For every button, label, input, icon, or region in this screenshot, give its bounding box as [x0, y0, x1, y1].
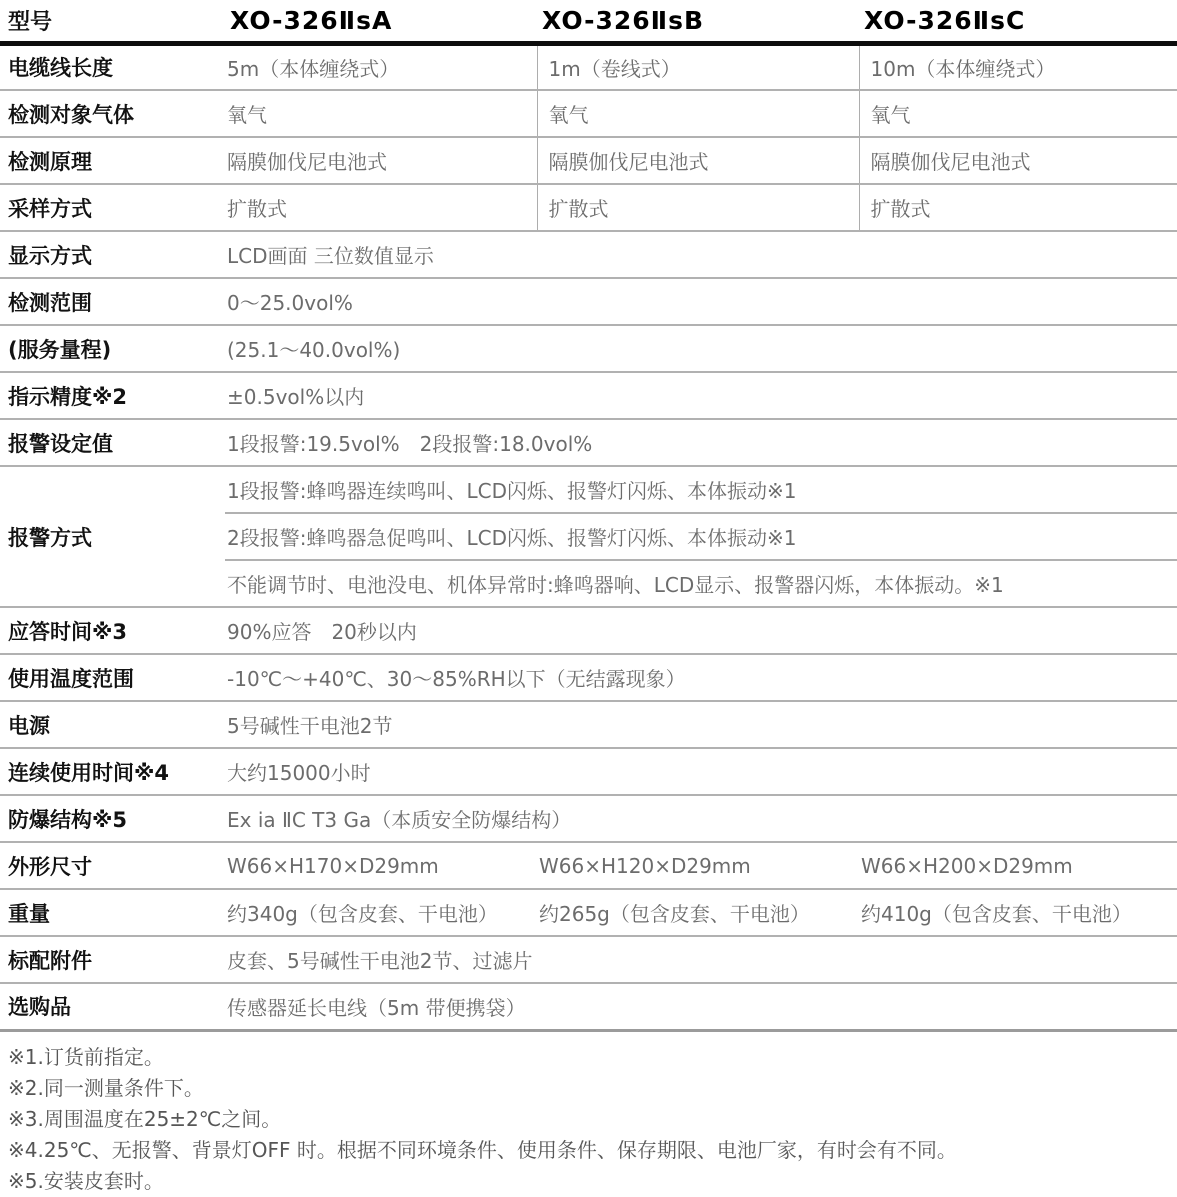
row-label: 防爆结构※5	[0, 795, 225, 842]
row-operating-temperature	[0, 654, 1177, 701]
cell-value: 扩散式	[225, 184, 537, 231]
row-target-gas	[0, 90, 1177, 137]
row-label: 使用温度范围	[0, 654, 225, 701]
cell-value: 1段报警:蜂鸣器连续鸣叫、LCD闪烁、报警灯闪烁、本体振动※1	[225, 466, 1177, 513]
cell-value: 大约15000小时	[225, 748, 1177, 795]
row-label: 应答时间※3	[0, 607, 225, 654]
row-indication-accuracy	[0, 372, 1177, 419]
cell-value: 1段报警:19.5vol% 2段报警:18.0vol%	[225, 419, 1177, 466]
row-display-method	[0, 231, 1177, 278]
cell-value: 扩散式	[859, 184, 1177, 231]
cell-value: 隔膜伽伐尼电池式	[225, 137, 537, 184]
row-label: 电缆线长度	[0, 43, 225, 90]
footnote-2: ※2.同一测量条件下。	[8, 1075, 204, 1100]
column-header-model-a: XO-326ⅡsA	[225, 0, 537, 43]
row-power-supply	[0, 701, 1177, 748]
row-continuous-operation	[0, 748, 1177, 795]
footnotes	[8, 1042, 1177, 1197]
row-label: 显示方式	[0, 231, 225, 278]
cell-value: 0～25.0vol%	[225, 278, 1177, 325]
row-sampling-method	[0, 184, 1177, 231]
row-standard-accessories	[0, 936, 1177, 983]
row-detection-principle	[0, 137, 1177, 184]
cell-value: 隔膜伽伐尼电池式	[859, 137, 1177, 184]
row-alarm-method	[0, 466, 1177, 513]
row-label: 连续使用时间※4	[0, 748, 225, 795]
row-weight	[0, 889, 1177, 936]
cell-value: 约410g（包含皮套、干电池）	[859, 889, 1177, 936]
row-label: 检测原理	[0, 137, 225, 184]
cell-value: W66×H170×D29mm	[225, 842, 537, 889]
cell-value: 氧气	[225, 90, 537, 137]
row-response-time	[0, 607, 1177, 654]
row-options	[0, 983, 1177, 1030]
cell-value: 氧气	[537, 90, 859, 137]
cell-value: 90%应答 20秒以内	[225, 607, 1177, 654]
cell-value: 氧气	[859, 90, 1177, 137]
row-label: 外形尺寸	[0, 842, 225, 889]
row-label: 指示精度※2	[0, 372, 225, 419]
row-label: 选购品	[0, 983, 225, 1030]
row-label: 电源	[0, 701, 225, 748]
cell-value: W66×H120×D29mm	[537, 842, 859, 889]
cell-value: 皮套、5号碱性干电池2节、过滤片	[225, 936, 1177, 983]
row-alarm-setpoint	[0, 419, 1177, 466]
cell-value: 1m（卷线式）	[537, 43, 859, 90]
row-cable-length	[0, 43, 1177, 90]
cell-value: (25.1～40.0vol%)	[225, 325, 1177, 372]
row-service-range	[0, 325, 1177, 372]
column-header-model-b: XO-326ⅡsB	[537, 0, 859, 43]
row-label: 标配附件	[0, 936, 225, 983]
cell-value: 5m（本体缠绕式）	[225, 43, 537, 90]
cell-value: 不能调节时、电池没电、机体异常时:蜂鸣器响、LCD显示、报警器闪烁，本体振动。※1	[225, 560, 1177, 607]
row-label: 报警方式	[0, 466, 225, 607]
cell-value: Ex ia ⅡC T3 Ga（本质安全防爆结构）	[225, 795, 1177, 842]
column-header-model-c: XO-326ⅡsC	[859, 0, 1177, 43]
row-label: 报警设定值	[0, 419, 225, 466]
footnote-4: ※4.25℃、无报警、背景灯OFF 时。根据不同环境条件、使用条件、保存期限、电池厂家，有时会有不同。	[8, 1137, 957, 1162]
cell-value: ±0.5vol%以内	[225, 372, 1177, 419]
row-label: 采样方式	[0, 184, 225, 231]
row-explosion-proof	[0, 795, 1177, 842]
cell-value: 2段报警:蜂鸣器急促鸣叫、LCD闪烁、报警灯闪烁、本体振动※1	[225, 513, 1177, 560]
footnote-5: ※5.安装皮套时。	[8, 1168, 164, 1193]
row-label: (服务量程)	[0, 325, 225, 372]
cell-value: LCD画面 三位数值显示	[225, 231, 1177, 278]
cell-value: 约265g（包含皮套、干电池）	[537, 889, 859, 936]
row-label: 检测范围	[0, 278, 225, 325]
row-detection-range	[0, 278, 1177, 325]
cell-value: 5号碱性干电池2节	[225, 701, 1177, 748]
cell-value: 约340g（包含皮套、干电池）	[225, 889, 537, 936]
row-dimensions	[0, 842, 1177, 889]
row-label: 重量	[0, 889, 225, 936]
cell-value: 传感器延长电线（5m 带便携袋）	[225, 983, 1177, 1030]
cell-value: 10m（本体缠绕式）	[859, 43, 1177, 90]
cell-value: W66×H200×D29mm	[859, 842, 1177, 889]
column-header-model-label: 型号	[0, 0, 225, 43]
footnote-3: ※3.周围温度在25±2℃之间。	[8, 1106, 282, 1131]
cell-value: -10℃～+40℃、30～85%RH以下（无结露现象）	[225, 654, 1177, 701]
footnote-1: ※1.订货前指定。	[8, 1044, 164, 1069]
table-header-row	[0, 0, 1177, 43]
cell-value: 扩散式	[537, 184, 859, 231]
cell-value: 隔膜伽伐尼电池式	[537, 137, 859, 184]
row-label: 检测对象气体	[0, 90, 225, 137]
